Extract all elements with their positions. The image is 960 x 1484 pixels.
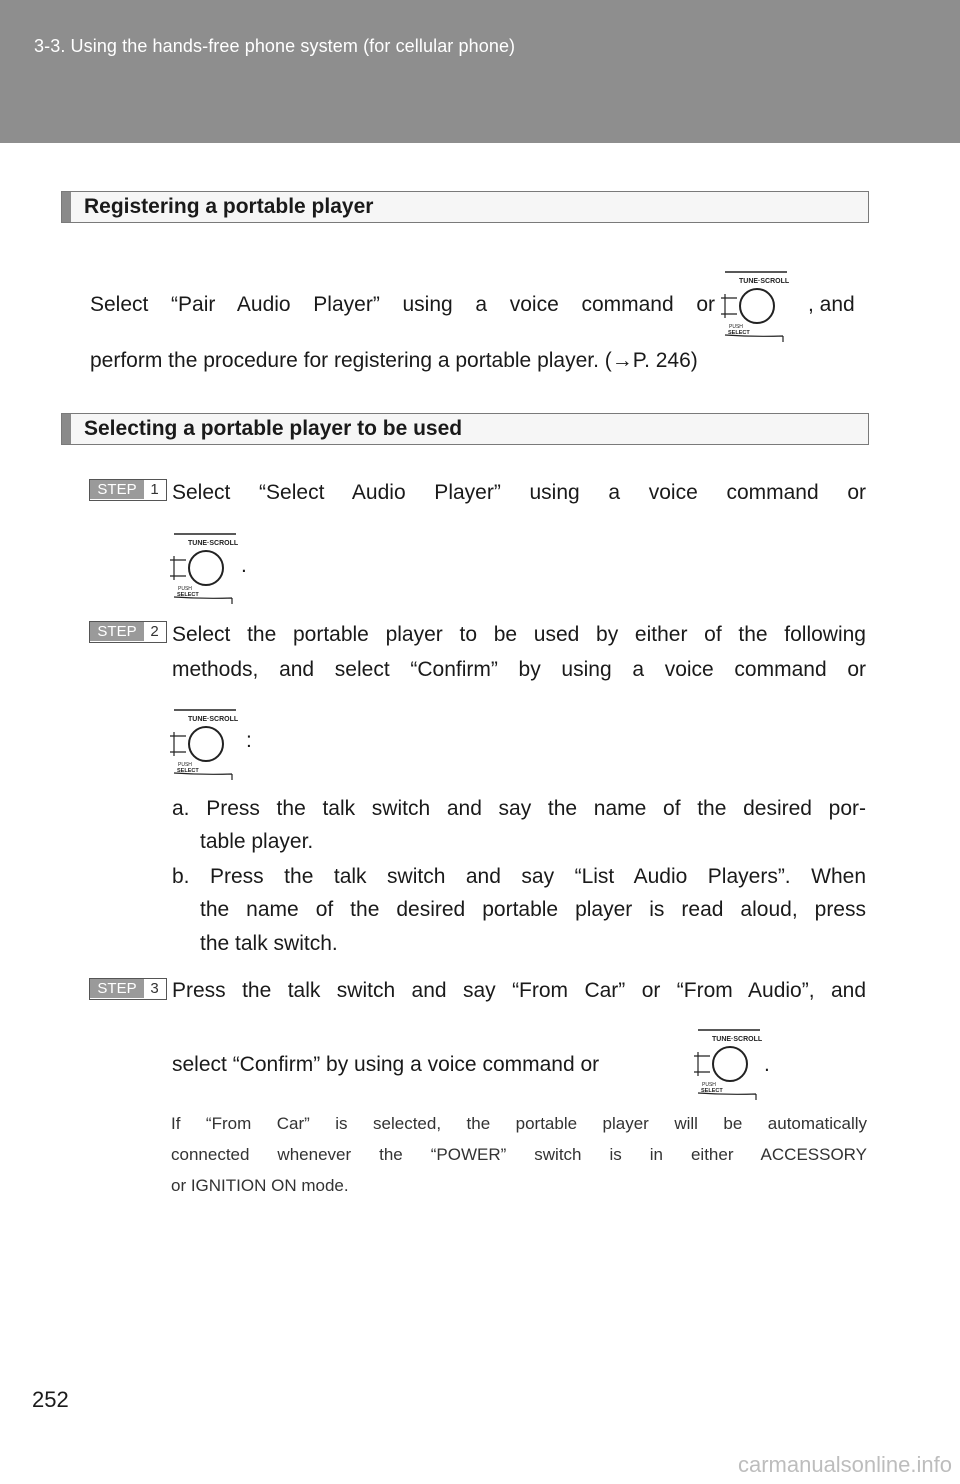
step-badge [89, 621, 167, 643]
paragraph-text: perform the procedure for registering a portable player. (→P. 246) [90, 349, 698, 372]
step-text: . [241, 554, 247, 577]
paragraph-text [90, 290, 715, 320]
chapter-header [0, 0, 960, 143]
list-item-b-continued: the talk switch. [200, 932, 338, 955]
dial-bottom-label-1: PUSH [178, 586, 192, 592]
tune-scroll-dial-icon [164, 532, 244, 604]
section-heading-selecting [61, 413, 869, 445]
list-item-b-continued: the name of the desired portable player is read aloud, press [200, 898, 866, 921]
step-text: : [246, 729, 252, 752]
step-text: . [764, 1053, 770, 1076]
step-badge [89, 479, 167, 501]
tune-scroll-dial-icon [164, 708, 244, 780]
note-text: or IGNITION ON mode. [171, 1176, 349, 1195]
dial-top-label: TUNE·SCROLL [739, 278, 790, 285]
dial-bottom-label-1: PUSH [729, 324, 743, 330]
list-item-a-continued: table player. [200, 830, 314, 853]
dial-top-label: TUNE·SCROLL [188, 540, 239, 547]
step-text: Select the portable player to be used by either of the following [172, 623, 866, 646]
step-number: 2 [150, 623, 159, 640]
dial-bottom-label-1: PUSH [178, 762, 192, 768]
watermark: carmanualsonline.info [737, 1452, 952, 1477]
note-text: connected whenever the “POWER” switch is in either ACCESSORY [171, 1145, 867, 1164]
step-text: Press the talk switch and say “From Car” or “From Audio”, and [172, 979, 866, 1002]
section-heading-text: Registering a portable player [84, 195, 374, 218]
step-number: 1 [150, 481, 159, 498]
step-text: methods, and select “Confirm” by using a voice command or [172, 658, 866, 681]
list-item-a: a. Press the talk switch and say the name of the desired por- [172, 797, 866, 820]
note-text: If “From Car” is selected, the portable player will be automatically [171, 1114, 867, 1133]
step-number: 3 [150, 980, 159, 997]
dial-bottom-label-1: PUSH [702, 1082, 716, 1088]
tune-scroll-dial-icon [715, 270, 795, 342]
list-item-b: b. Press the talk switch and say “List Audio Players”. When [172, 865, 866, 888]
step-word: STEP [90, 622, 144, 641]
chapter-title: 3-3. Using the hands-free phone system (for cellular phone) [34, 36, 516, 56]
dial-bottom-label-2: SELECT [177, 592, 199, 598]
section-heading-text: Selecting a portable player to be used [84, 417, 463, 440]
section-heading-registering [61, 191, 869, 223]
dial-top-label: TUNE·SCROLL [188, 716, 239, 723]
dial-bottom-label-2: SELECT [728, 330, 750, 336]
step-word: STEP [90, 480, 144, 499]
step-text: select “Confirm” by using a voice command or [172, 1053, 600, 1076]
step-text: Select “Select Audio Player” using a voice command or [172, 481, 866, 504]
page-number: 252 [32, 1387, 69, 1412]
step-badge [89, 978, 167, 1000]
paragraph-text: , and [808, 293, 855, 316]
step-word: STEP [90, 979, 144, 998]
dial-bottom-label-2: SELECT [701, 1088, 723, 1094]
paragraph-line: Select “Pair Audio Player” using a voice command or [90, 293, 715, 316]
dial-bottom-label-2: SELECT [177, 768, 199, 774]
dial-top-label: TUNE·SCROLL [712, 1036, 763, 1043]
tune-scroll-dial-icon [688, 1028, 768, 1100]
